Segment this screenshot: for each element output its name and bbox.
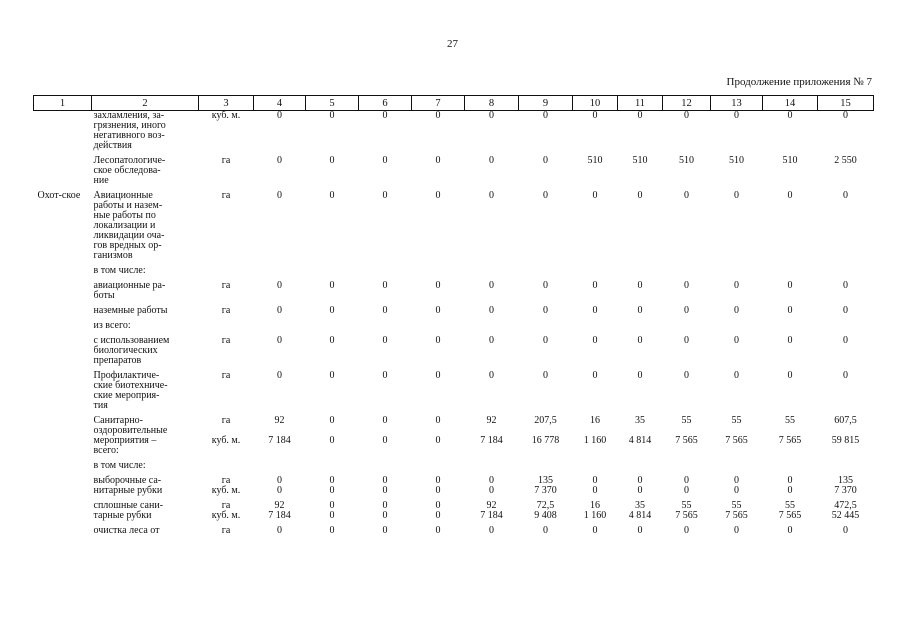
- table-row: [34, 526, 874, 536]
- table-row: [34, 476, 874, 486]
- value-cell: 92: [486, 500, 497, 511]
- value-cell: 0: [435, 525, 441, 536]
- unit-cell: га: [221, 335, 231, 346]
- value-cell: 35: [635, 500, 645, 511]
- value-cell: [711, 321, 763, 331]
- value-cell: 55: [681, 415, 692, 426]
- value-cell: [818, 321, 874, 331]
- value-cell: 0: [435, 435, 441, 446]
- value-cell: [519, 321, 573, 331]
- value-cell: 0: [277, 155, 282, 166]
- column-header-8: 8: [465, 96, 519, 111]
- value-cell: 0: [843, 335, 848, 346]
- value-cell: 0: [329, 305, 335, 316]
- region-cell: [34, 371, 92, 411]
- value-cell: 0: [382, 475, 388, 486]
- value-cell: 1 160: [583, 510, 607, 521]
- unit-cell: га: [221, 305, 231, 316]
- value-cell: [573, 321, 618, 331]
- value-cell: [359, 321, 412, 331]
- value-cell: 4 814: [628, 510, 652, 521]
- value-cell: 0: [684, 475, 689, 486]
- value-cell: 7 565: [675, 435, 698, 446]
- activity-name-cell: авиационные ра- боты: [93, 280, 166, 301]
- column-header-3: 3: [199, 96, 254, 111]
- value-cell: 0: [329, 155, 335, 166]
- value-cell: 0: [382, 485, 388, 496]
- value-cell: 0: [382, 525, 388, 536]
- value-cell: 0: [592, 305, 598, 316]
- value-cell: [618, 321, 663, 331]
- value-cell: 0: [637, 110, 643, 121]
- value-cell: 0: [435, 110, 441, 121]
- unit-cell: га: [221, 415, 231, 426]
- value-cell: 2 550: [834, 155, 857, 166]
- value-cell: 0: [843, 280, 848, 291]
- value-cell: 0: [435, 485, 441, 496]
- value-cell: 0: [382, 500, 388, 511]
- value-cell: 0: [329, 475, 335, 486]
- value-cell: 0: [382, 190, 388, 201]
- activity-name-cell: наземные работы: [93, 305, 168, 316]
- value-cell: [465, 321, 519, 331]
- value-cell: [763, 321, 818, 331]
- value-cell: 510: [679, 155, 694, 166]
- value-cell: 510: [729, 155, 744, 166]
- value-cell: 9 408: [534, 510, 557, 521]
- value-cell: 55: [681, 500, 692, 511]
- value-cell: [306, 461, 359, 471]
- value-cell: 0: [277, 280, 282, 291]
- value-cell: 0: [329, 280, 335, 291]
- value-cell: 0: [435, 510, 441, 521]
- value-cell: [254, 266, 306, 276]
- value-cell: 92: [486, 415, 497, 426]
- table-row: [34, 336, 874, 366]
- value-cell: 0: [489, 525, 494, 536]
- value-cell: 7 565: [725, 435, 748, 446]
- value-cell: [359, 266, 412, 276]
- activity-name-cell: Лесопатологиче- ское обследова- ние: [93, 155, 166, 186]
- unit-cell: куб. м.: [211, 510, 241, 521]
- activity-name-cell: с использованием биологических препаратов: [93, 335, 170, 366]
- unit-cell: га: [221, 370, 231, 381]
- value-cell: 0: [734, 280, 739, 291]
- value-cell: 0: [543, 190, 548, 201]
- value-cell: [412, 321, 465, 331]
- value-cell: 0: [684, 305, 689, 316]
- value-cell: 0: [734, 335, 739, 346]
- value-cell: 0: [787, 370, 793, 381]
- value-cell: 55: [731, 500, 742, 511]
- value-cell: 0: [787, 110, 793, 121]
- value-cell: 0: [277, 525, 282, 536]
- value-cell: 0: [435, 370, 441, 381]
- value-cell: 7 184: [268, 435, 291, 446]
- value-cell: 0: [684, 190, 689, 201]
- value-cell: 16: [590, 415, 600, 426]
- region-cell: [34, 416, 92, 456]
- value-cell: 0: [329, 485, 335, 496]
- value-cell: 0: [843, 190, 848, 201]
- value-cell: 0: [543, 335, 548, 346]
- value-cell: 0: [489, 155, 494, 166]
- value-cell: 0: [435, 415, 441, 426]
- column-header-9: 9: [519, 96, 573, 111]
- value-cell: 0: [489, 370, 494, 381]
- unit-cell: га: [221, 500, 231, 511]
- table-row: [34, 111, 874, 152]
- value-cell: [711, 266, 763, 276]
- value-cell: 0: [787, 190, 793, 201]
- column-header-4: 4: [254, 96, 306, 111]
- table-row: [34, 416, 874, 436]
- value-cell: 7 565: [675, 510, 698, 521]
- value-cell: 0: [684, 525, 689, 536]
- value-cell: 0: [382, 305, 388, 316]
- value-cell: 0: [277, 305, 282, 316]
- table-row: [34, 281, 874, 301]
- value-cell: 0: [329, 110, 335, 121]
- unit-cell: куб. м.: [211, 485, 241, 496]
- value-cell: 0: [592, 475, 598, 486]
- value-cell: [711, 461, 763, 471]
- value-cell: 0: [489, 110, 494, 121]
- value-cell: 0: [543, 280, 548, 291]
- value-cell: 0: [637, 190, 643, 201]
- column-header-15: 15: [818, 96, 874, 111]
- value-cell: 55: [785, 500, 795, 511]
- value-cell: 0: [843, 305, 848, 316]
- value-cell: 16: [590, 500, 600, 511]
- value-cell: [818, 266, 874, 276]
- column-header-6: 6: [359, 96, 412, 111]
- activity-name-cell: Профилактиче- ские биотехниче- ские мероприя- тия: [93, 370, 168, 411]
- value-cell: [573, 266, 618, 276]
- value-cell: 0: [329, 510, 335, 521]
- value-cell: 0: [843, 110, 848, 121]
- unit-cell: га: [221, 190, 231, 201]
- value-cell: 0: [787, 335, 793, 346]
- value-cell: 0: [843, 525, 848, 536]
- value-cell: 0: [435, 475, 441, 486]
- region-cell: [34, 501, 92, 521]
- value-cell: [519, 266, 573, 276]
- value-cell: 0: [684, 280, 689, 291]
- value-cell: 0: [684, 335, 689, 346]
- value-cell: 0: [277, 335, 282, 346]
- value-cell: 7 184: [480, 435, 503, 446]
- value-cell: [818, 461, 874, 471]
- value-cell: 0: [489, 475, 494, 486]
- value-cell: 0: [489, 335, 494, 346]
- unit-cell: га: [221, 155, 231, 166]
- value-cell: 0: [489, 485, 494, 496]
- unit-cell: га: [221, 525, 231, 536]
- value-cell: 0: [734, 190, 739, 201]
- value-cell: 0: [382, 110, 388, 121]
- value-cell: 7 565: [778, 435, 802, 446]
- region-cell: [34, 526, 92, 536]
- value-cell: 35: [635, 415, 645, 426]
- region-cell: [34, 321, 92, 331]
- value-cell: 0: [592, 335, 598, 346]
- unit-cell: га: [221, 280, 231, 291]
- value-cell: 72,5: [536, 500, 555, 511]
- activity-name-cell: захламления, за- грязнения, иного негативного воз- действия: [93, 110, 166, 151]
- value-cell: 7 184: [480, 510, 503, 521]
- value-cell: 0: [435, 335, 441, 346]
- value-cell: 0: [382, 415, 388, 426]
- table-row: [34, 321, 874, 331]
- region-cell: [34, 461, 92, 471]
- activity-name-cell: Санитарно- оздоровительные мероприятия – всего:: [93, 415, 168, 456]
- value-cell: [306, 321, 359, 331]
- value-cell: 0: [435, 280, 441, 291]
- value-cell: [254, 321, 306, 331]
- value-cell: 472,5: [834, 500, 857, 511]
- unit-cell: [199, 266, 254, 276]
- data-table: [33, 95, 874, 536]
- value-cell: 0: [277, 485, 282, 496]
- value-cell: 0: [592, 280, 598, 291]
- value-cell: 0: [684, 485, 689, 496]
- value-cell: 4 814: [628, 435, 652, 446]
- value-cell: 0: [787, 305, 793, 316]
- value-cell: 0: [277, 190, 282, 201]
- region-cell: [34, 281, 92, 301]
- column-header-7: 7: [412, 96, 465, 111]
- unit-cell: [199, 321, 254, 331]
- table-row: [34, 371, 874, 411]
- activity-name-cell: Авиационные работы и назем- ные работы по локализации и ликвидации оча- гов вредных ор- ганизмов: [93, 190, 165, 261]
- region-cell: [34, 336, 92, 366]
- value-cell: 0: [592, 485, 598, 496]
- column-header-1: 1: [34, 96, 92, 111]
- value-cell: 0: [734, 475, 739, 486]
- value-cell: [412, 266, 465, 276]
- value-cell: 0: [787, 525, 793, 536]
- region-cell: [34, 476, 92, 496]
- page-number: 27: [447, 38, 458, 50]
- value-cell: [465, 266, 519, 276]
- value-cell: 510: [587, 155, 603, 166]
- value-cell: 0: [277, 110, 282, 121]
- unit-cell: куб. м.: [211, 110, 241, 121]
- table-row: [34, 191, 874, 261]
- value-cell: 0: [329, 500, 335, 511]
- value-cell: 0: [329, 415, 335, 426]
- value-cell: 0: [787, 485, 793, 496]
- value-cell: 0: [277, 475, 282, 486]
- value-cell: 0: [734, 485, 739, 496]
- value-cell: 92: [274, 415, 285, 426]
- value-cell: [663, 321, 711, 331]
- unit-cell: га: [221, 475, 231, 486]
- value-cell: 0: [382, 370, 388, 381]
- value-cell: [663, 461, 711, 471]
- column-header-12: 12: [663, 96, 711, 111]
- activity-name-cell: выборочные са- нитарные рубки: [93, 475, 163, 496]
- value-cell: 0: [489, 305, 494, 316]
- value-cell: 0: [592, 110, 598, 121]
- value-cell: 0: [329, 335, 335, 346]
- value-cell: 7 565: [725, 510, 748, 521]
- value-cell: 0: [382, 335, 388, 346]
- activity-name-cell: сплошные сани- тарные рубки: [93, 500, 164, 521]
- value-cell: 0: [543, 370, 548, 381]
- value-cell: 7 565: [778, 510, 802, 521]
- table-row: [34, 306, 874, 316]
- value-cell: [573, 461, 618, 471]
- value-cell: 92: [274, 500, 285, 511]
- table-row: [34, 461, 874, 471]
- region-cell: [34, 111, 92, 152]
- value-cell: 0: [489, 190, 494, 201]
- value-cell: 0: [637, 280, 643, 291]
- value-cell: 0: [787, 280, 793, 291]
- activity-name-cell: в том числе:: [93, 460, 146, 471]
- table-row: [34, 156, 874, 186]
- value-cell: 0: [543, 155, 548, 166]
- value-cell: 135: [538, 475, 553, 486]
- region-cell: [34, 266, 92, 276]
- value-cell: 607,5: [834, 415, 857, 426]
- value-cell: 0: [329, 525, 335, 536]
- value-cell: 0: [489, 280, 494, 291]
- value-cell: 55: [731, 415, 742, 426]
- value-cell: 0: [435, 500, 441, 511]
- value-cell: 0: [329, 435, 335, 446]
- column-header-2: 2: [92, 96, 199, 111]
- value-cell: [663, 266, 711, 276]
- value-cell: 0: [382, 510, 388, 521]
- table-row: [34, 266, 874, 276]
- column-header-14: 14: [763, 96, 818, 111]
- column-header-10: 10: [573, 96, 618, 111]
- header-row: [34, 96, 874, 111]
- activity-name-cell: в том числе:: [93, 265, 146, 276]
- value-cell: 0: [637, 305, 643, 316]
- value-cell: 510: [782, 155, 798, 166]
- value-cell: 1 160: [583, 435, 607, 446]
- region-cell: [34, 306, 92, 316]
- value-cell: 59 815: [831, 435, 860, 446]
- value-cell: 0: [435, 190, 441, 201]
- value-cell: 0: [684, 370, 689, 381]
- value-cell: 0: [592, 190, 598, 201]
- value-cell: 7 370: [834, 485, 857, 496]
- value-cell: 0: [637, 485, 643, 496]
- value-cell: 0: [435, 155, 441, 166]
- value-cell: 135: [838, 475, 853, 486]
- value-cell: 7 184: [268, 510, 291, 521]
- value-cell: 207,5: [534, 415, 557, 426]
- value-cell: [763, 266, 818, 276]
- value-cell: 0: [684, 110, 689, 121]
- value-cell: 0: [329, 370, 335, 381]
- value-cell: 0: [843, 370, 848, 381]
- value-cell: 0: [382, 435, 388, 446]
- value-cell: 0: [734, 110, 739, 121]
- value-cell: 0: [382, 155, 388, 166]
- continuation-note: Продолжение приложения № 7: [726, 76, 872, 88]
- column-header-5: 5: [306, 96, 359, 111]
- region-cell: Охот-ское: [37, 190, 81, 201]
- column-header-11: 11: [618, 96, 663, 111]
- value-cell: 0: [592, 370, 598, 381]
- value-cell: [359, 461, 412, 471]
- value-cell: 0: [637, 525, 643, 536]
- value-cell: 0: [734, 370, 739, 381]
- value-cell: [465, 461, 519, 471]
- value-cell: 52 445: [831, 510, 860, 521]
- value-cell: 0: [329, 190, 335, 201]
- value-cell: [254, 461, 306, 471]
- value-cell: 16 778: [531, 435, 560, 446]
- value-cell: 0: [543, 110, 548, 121]
- value-cell: [412, 461, 465, 471]
- value-cell: [618, 461, 663, 471]
- region-cell: [34, 156, 92, 186]
- value-cell: 0: [382, 280, 388, 291]
- unit-cell: [199, 461, 254, 471]
- activity-name-cell: из всего:: [93, 320, 131, 331]
- unit-cell: куб. м.: [211, 435, 241, 446]
- value-cell: 0: [277, 370, 282, 381]
- column-header-13: 13: [711, 96, 763, 111]
- value-cell: 0: [637, 475, 643, 486]
- value-cell: [306, 266, 359, 276]
- value-cell: [519, 461, 573, 471]
- value-cell: 0: [637, 370, 643, 381]
- value-cell: 0: [543, 525, 548, 536]
- value-cell: 0: [435, 305, 441, 316]
- value-cell: [618, 266, 663, 276]
- value-cell: 0: [543, 305, 548, 316]
- value-cell: 0: [734, 525, 739, 536]
- value-cell: 55: [785, 415, 795, 426]
- activity-name-cell: очистка леса от: [93, 525, 160, 536]
- value-cell: 0: [734, 305, 739, 316]
- value-cell: 0: [787, 475, 793, 486]
- value-cell: 0: [592, 525, 598, 536]
- value-cell: 510: [632, 155, 648, 166]
- value-cell: [763, 461, 818, 471]
- value-cell: 0: [637, 335, 643, 346]
- value-cell: 7 370: [534, 485, 557, 496]
